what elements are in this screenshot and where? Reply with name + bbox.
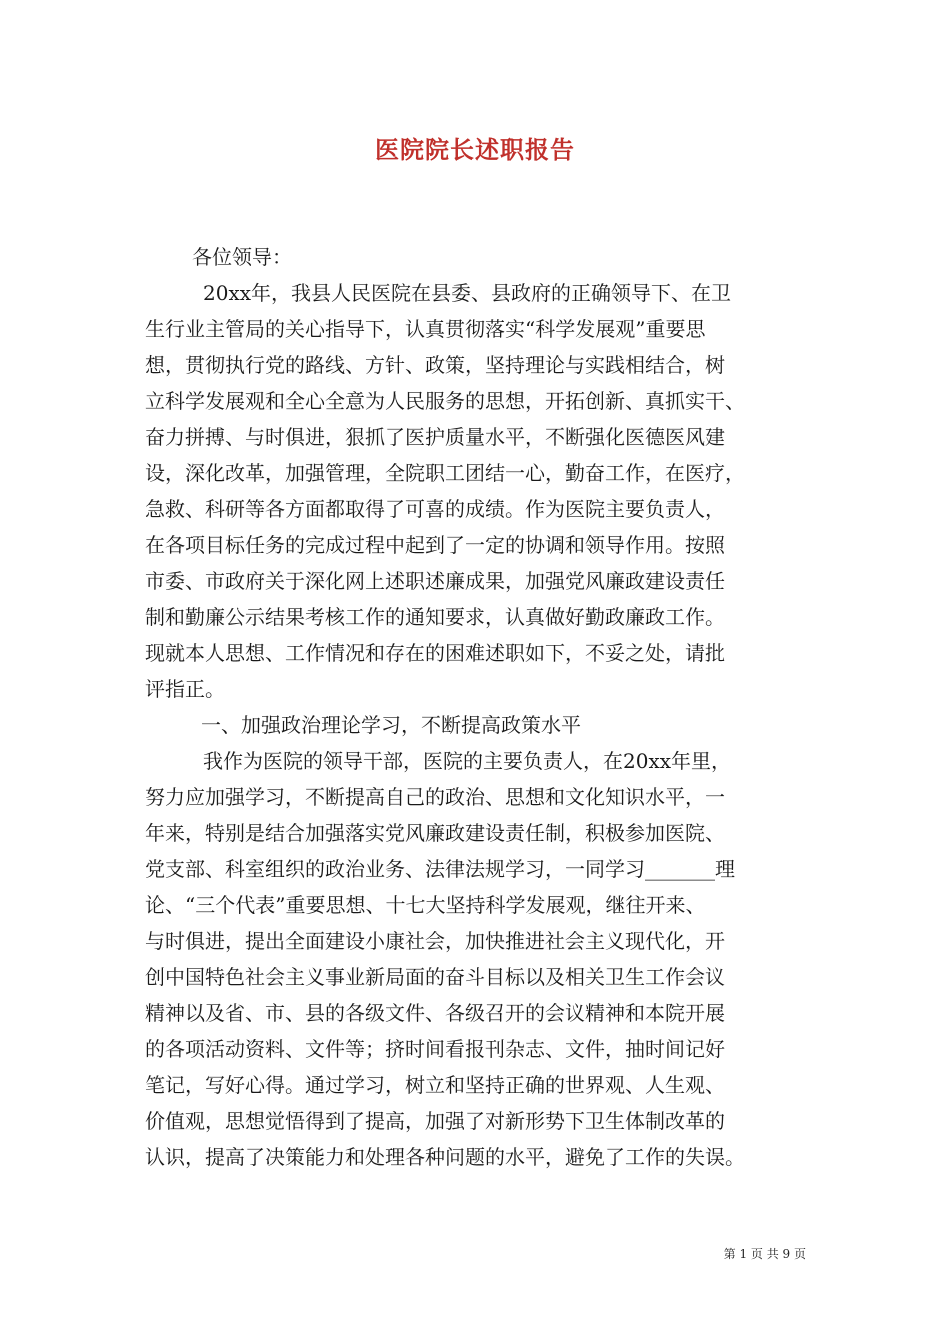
paragraph-line: 评指正。: [145, 677, 225, 701]
paragraph-line: 现就本人思想、工作情况和存在的困难述职如下，不妥之处，请批: [145, 641, 725, 665]
paragraph-line: 党支部、科室组织的政治业务、法律法规学习，一同学习_______理: [145, 857, 735, 881]
section-heading: 一、加强政治理论学习，不断提高政策水平: [201, 713, 581, 737]
paragraph-line: 奋力拼搏、与时俱进，狠抓了医护质量水平，不断强化医德医风建: [145, 425, 725, 449]
salutation: 各位领导：: [192, 245, 292, 269]
paragraph-line: 立科学发展观和全心全意为人民服务的思想，开拓创新、真抓实干、: [145, 389, 745, 413]
paragraph-line: 生行业主管局的关心指导下，认真贯彻落实“科学发展观”重要思: [145, 317, 706, 341]
paragraph-line: 制和勤廉公示结果考核工作的通知要求，认真做好勤政廉政工作。: [145, 605, 725, 629]
paragraph-line: 与时俱进，提出全面建设小康社会，加快推进社会主义现代化，开: [145, 929, 725, 953]
paragraph-line: 论、“三个代表”重要思想、十七大坚持科学发展观，继往开来、: [145, 893, 706, 917]
paragraph-line: 想，贯彻执行党的路线、方针、政策，坚持理论与实践相结合，树: [145, 353, 725, 377]
paragraph-line: 在各项目标任务的完成过程中起到了一定的协调和领导作用。按照: [145, 533, 725, 557]
paragraph-line: 笔记，写好心得。通过学习，树立和坚持正确的世界观、人生观、: [145, 1073, 725, 1097]
paragraph-line: 精神以及省、市、县的各级文件、各级召开的会议精神和本院开展: [145, 1001, 725, 1025]
paragraph-line: 我作为医院的领导干部，医院的主要负责人，在20xx年里，: [203, 749, 732, 773]
document-body: [145, 239, 820, 1175]
paragraph-line: 设，深化改革，加强管理，全院职工团结一心，勤奋工作，在医疗，: [145, 461, 745, 485]
paragraph-line: 急救、科研等各方面都取得了可喜的成绩。作为医院主要负责人，: [145, 497, 725, 521]
paragraph-line: 认识，提高了决策能力和处理各种问题的水平，避免了工作的失误。: [145, 1145, 745, 1169]
paragraph-line: 的各项活动资料、文件等；挤时间看报刊杂志、文件，抽时间记好: [145, 1037, 725, 1061]
paragraph-line: 创中国特色社会主义事业新局面的奋斗目标以及相关卫生工作会议: [145, 965, 725, 989]
paragraph-line: 价值观，思想觉悟得到了提高，加强了对新形势下卫生体制改革的: [145, 1109, 725, 1133]
paragraph-line: 努力应加强学习，不断提高自己的政治、思想和文化知识水平，一: [145, 785, 725, 809]
page-number: 第 1 页 共 9 页: [723, 1247, 806, 1261]
document-title: 医院院长述职报告: [375, 135, 575, 164]
paragraph-line: 年来，特别是结合加强落实党风廉政建设责任制，积极参加医院、: [145, 821, 725, 845]
paragraph-line: 市委、市政府关于深化网上述职述廉成果，加强党风廉政建设责任: [145, 569, 725, 593]
paragraph-line: 20xx年，我县人民医院在县委、县政府的正确领导下、在卫: [203, 281, 732, 305]
